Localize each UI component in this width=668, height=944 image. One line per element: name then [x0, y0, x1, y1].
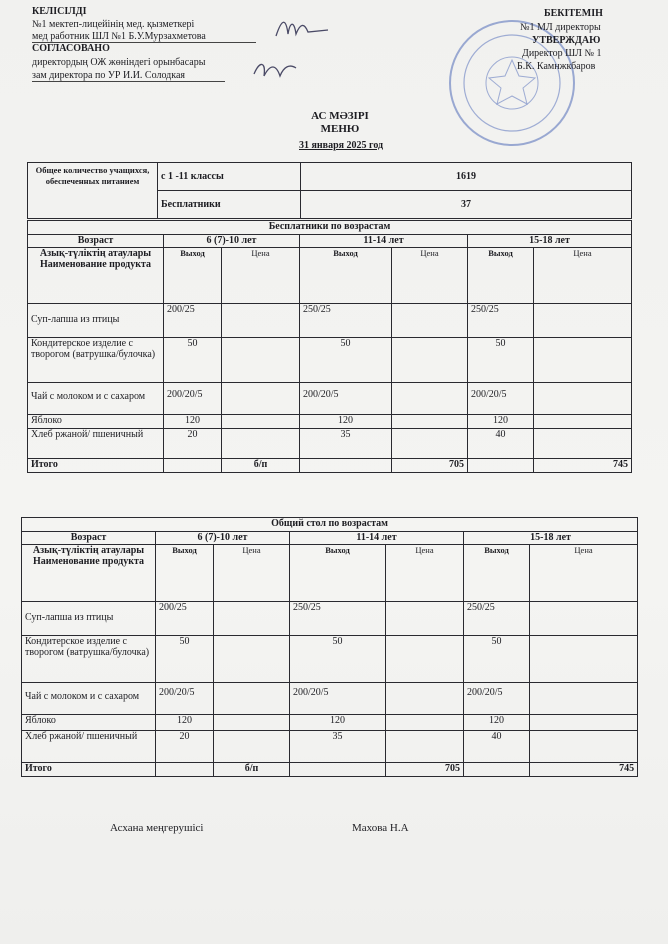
table1-name-header: Азық-түліктің атаулары Наименование продукта — [28, 248, 164, 304]
t2-row0-v2: 250/25 — [290, 602, 386, 636]
table2-out-3: Выход — [464, 545, 530, 602]
t2-row3-name: Яблоко — [22, 715, 156, 731]
t2-row1-v2: 50 — [290, 636, 386, 683]
table2-price-1: Цена — [214, 545, 290, 602]
general-table — [21, 517, 638, 777]
table1-price-3: Цена — [534, 248, 632, 304]
approve-ru: УТВЕРЖДАЮ — [532, 35, 601, 46]
table1-age-2: 11-14 лет — [300, 235, 468, 248]
t1-row2-name: Чай с молоком и с сахаром — [28, 383, 164, 415]
table2-name-header: Азық-түліктің атаулары Наименование продукта — [22, 545, 156, 602]
table1-out-2: Выход — [300, 248, 392, 304]
t1-row2-v1: 200/20/5 — [164, 383, 222, 415]
t1-row1-name: Кондитерское изделие с творогом (ватрушка/булочка) — [28, 338, 164, 383]
director-kz: №1 МЛ директоры — [520, 22, 601, 33]
t2-row3-v2: 120 — [290, 715, 386, 731]
t2-row2-name: Чай с молоком и с сахаром — [22, 683, 156, 715]
deputy-ru: зам директора по УР И.И. Солодкая — [32, 70, 225, 82]
t2-row4-v1: 20 — [156, 731, 214, 763]
table1-caption: Бесплатники по возрастам — [28, 221, 632, 235]
t1-row4-name: Хлеб ржаной/ пшеничный — [28, 429, 164, 459]
deputy-kz: директордың ОЖ жөніндегі орынбасары — [32, 57, 206, 68]
table-row — [28, 338, 632, 383]
t1-row1-v2: 50 — [300, 338, 392, 383]
title-ru: МЕНЮ — [320, 123, 360, 135]
menu-date: 31 января 2025 год — [299, 140, 384, 151]
t1-row1-v3: 50 — [468, 338, 534, 383]
nurse-ru: мед работник ШЛ №1 Б.У.Мурзахметова — [32, 31, 256, 43]
t2-total-3: 745 — [530, 763, 638, 777]
t2-total-2: 705 — [386, 763, 464, 777]
t2-row2-v2: 200/20/5 — [290, 683, 386, 715]
table-row — [28, 304, 632, 338]
t2-row4-v2: 35 — [290, 731, 386, 763]
summary-label: Общее количество учащихся, обеспеченных питанием — [28, 163, 158, 219]
t1-total-1: б/п — [222, 459, 300, 473]
table-row — [28, 415, 632, 429]
t1-total-3: 745 — [534, 459, 632, 473]
table1-price-1: Цена — [222, 248, 300, 304]
t1-row0-name: Суп-лапша из птицы — [28, 304, 164, 338]
t1-row4-v2: 35 — [300, 429, 392, 459]
table1-age-3: 15-18 лет — [468, 235, 632, 248]
t1-total-2: 705 — [392, 459, 468, 473]
summary-row1-value: 1619 — [301, 163, 632, 191]
table2-age-2: 11-14 лет — [290, 532, 464, 545]
total-row — [22, 763, 638, 777]
table2-out-2: Выход — [290, 545, 386, 602]
t2-total-1: б/п — [214, 763, 290, 777]
t1-row3-v2: 120 — [300, 415, 392, 429]
t1-row2-v3: 200/20/5 — [468, 383, 534, 415]
t2-row1-v3: 50 — [464, 636, 530, 683]
table-row — [22, 602, 638, 636]
t2-total-label: Итого — [22, 763, 156, 777]
title-kz: АС МӘЗІРІ — [311, 110, 369, 122]
table2-age-3: 15-18 лет — [464, 532, 638, 545]
approve-kz: БЕКІТЕМІН — [544, 8, 603, 19]
nurse-signature — [272, 14, 332, 44]
table2-price-2: Цена — [386, 545, 464, 602]
table-row — [22, 731, 638, 763]
t2-row3-v3: 120 — [464, 715, 530, 731]
t2-row0-v1: 200/25 — [156, 602, 214, 636]
summary-row2-label: Бесплатники — [158, 191, 301, 219]
free-meals-table — [27, 220, 632, 473]
agree-kz: КЕЛІСІЛДІ — [32, 6, 87, 17]
table1-age-label: Возраст — [28, 235, 164, 248]
summary-row2-value: 37 — [301, 191, 632, 219]
t1-row3-v3: 120 — [468, 415, 534, 429]
table-row — [22, 683, 638, 715]
table2-age-label: Возраст — [22, 532, 156, 545]
t2-row0-name: Суп-лапша из птицы — [22, 602, 156, 636]
table-row — [28, 383, 632, 415]
t2-row4-v3: 40 — [464, 731, 530, 763]
footer-name: Махова Н.А — [352, 822, 409, 834]
director-name: Б.К. Камнжкбаров — [517, 61, 596, 72]
table2-out-1: Выход — [156, 545, 214, 602]
table-row — [22, 715, 638, 731]
table-row — [22, 636, 638, 683]
table2-age-1: 6 (7)-10 лет — [156, 532, 290, 545]
t2-row2-v3: 200/20/5 — [464, 683, 530, 715]
t1-row3-name: Яблоко — [28, 415, 164, 429]
table2-price-3: Цена — [530, 545, 638, 602]
deputy-signature — [250, 54, 300, 84]
t1-row4-v1: 20 — [164, 429, 222, 459]
agree-ru: СОГЛАСОВАНО — [32, 43, 110, 54]
t1-row1-v1: 50 — [164, 338, 222, 383]
director-ru: Директор ШЛ № 1 — [522, 48, 602, 59]
t2-row1-name: Кондитерское изделие с творогом (ватрушка/булочка) — [22, 636, 156, 683]
t2-row2-v1: 200/20/5 — [156, 683, 214, 715]
t1-row3-v1: 120 — [164, 415, 222, 429]
table-row — [28, 429, 632, 459]
table1-price-2: Цена — [392, 248, 468, 304]
t2-row3-v1: 120 — [156, 715, 214, 731]
table1-out-3: Выход — [468, 248, 534, 304]
t1-row0-v1: 200/25 — [164, 304, 222, 338]
t1-row4-v3: 40 — [468, 429, 534, 459]
nurse-kz: №1 мектеп-лицейінің мед. қызметкері — [32, 19, 195, 30]
table1-age-1: 6 (7)-10 лет — [164, 235, 300, 248]
footer-role: Асхана меңгерушісі — [110, 822, 204, 834]
summary-row1-label: с 1 -11 классы — [158, 163, 301, 191]
t1-total-label: Итого — [28, 459, 164, 473]
total-row — [28, 459, 632, 473]
t1-row0-v2: 250/25 — [300, 304, 392, 338]
table1-out-1: Выход — [164, 248, 222, 304]
t1-row2-v2: 200/20/5 — [300, 383, 392, 415]
t2-row1-v1: 50 — [156, 636, 214, 683]
t2-row0-v3: 250/25 — [464, 602, 530, 636]
table2-caption: Общий стол по возрастам — [22, 518, 638, 532]
t1-row0-v3: 250/25 — [468, 304, 534, 338]
t2-row4-name: Хлеб ржаной/ пшеничный — [22, 731, 156, 763]
summary-table — [27, 162, 632, 219]
